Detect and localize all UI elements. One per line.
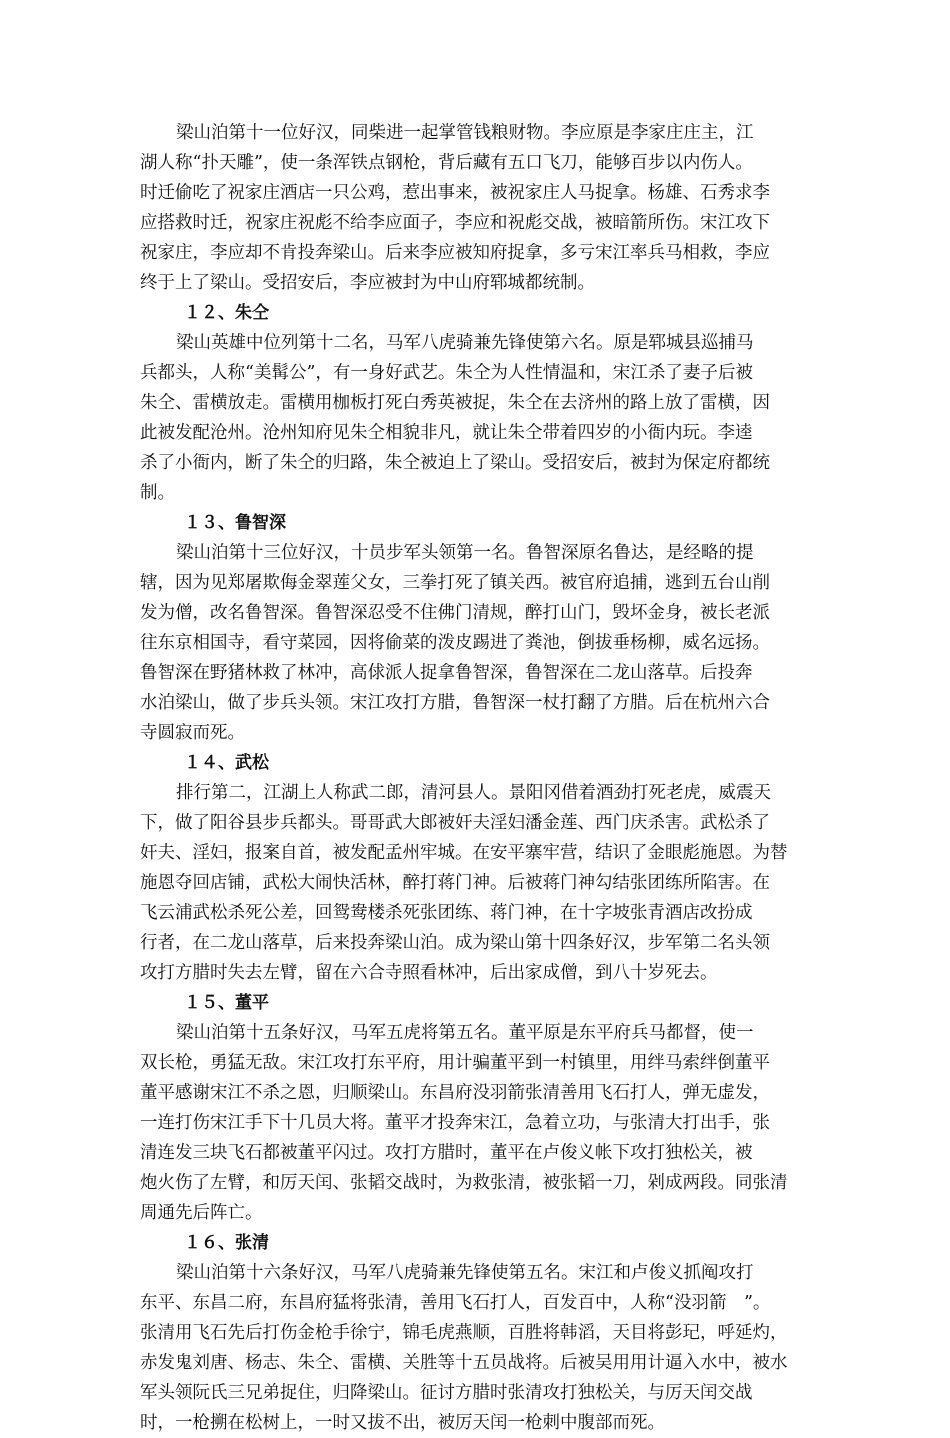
text-line: 时，一枪搠在松树上，一时又拔不出，被厉天闰一枪刺中腹部而死。 [140,1413,665,1433]
text-line: 周通先后阵亡。 [140,1203,263,1223]
section-heading: １４、武松 [184,753,269,773]
text-line: 炮火伤了左臂，和厉天闰、张韬交战时，为救张清，被张韬一刀，剁成两段。同张清 [140,1173,788,1193]
text-line: 祝家庄，李应却不肯投奔梁山。后来李应被知府捉拿，多亏宋江率兵马相救，李应 [140,243,770,263]
text-line: 董平感谢宋江不杀之恩，归顺梁山。东昌府没羽箭张清善用飞石打人，弹无虚发， [140,1083,770,1103]
text-line: 兵都头，人称“美髯公”，有一身好武艺。朱仝为人性情温和，宋江杀了妻子后被 [140,363,753,383]
text-line: 梁山英雄中位列第十二名，马军八虎骑兼先锋使第六名。原是郓城县巡捕马 [176,333,754,353]
text-line: 往东京相国寺，看守菜园，因将偷菜的泼皮踢进了粪池，倒拔垂杨柳，威名远扬。 [140,633,770,653]
document-body [140,118,812,1438]
text-line: 奸夫、淫妇，报案自首，被发配孟州牢城。在安平寨牢营，结识了金眼彪施恩。为替 [140,843,788,863]
section-zhang-qing [140,1228,812,1438]
text-line: 寺圆寂而死。 [140,723,245,743]
text-line: 梁山泊第十五条好汉，马军五虎将第五名。董平原是东平府兵马都督，使一 [176,1023,754,1043]
text-line: 制。 [140,483,175,503]
text-line: 发为僧，改名鲁智深。鲁智深忍受不住佛门清规，醉打山门，毁坏金身，被长老派 [140,603,770,623]
text-line: 行者，在二龙山落草，后来投奔梁山泊。成为梁山第十四条好汉，步军第二名头领 [140,933,770,953]
text-line: 此被发配沧州。沧州知府见朱仝相貌非凡，就让朱仝带着四岁的小衙内玩。李逵 [140,423,753,443]
section-dong-ping [140,988,812,1228]
section-zhu-tong [140,298,812,508]
text-line: 军头领阮氏三兄弟捉住，归降梁山。征讨方腊时张清攻打独松关，与厉天闰交战 [140,1383,753,1403]
text-line: 清连发三块飞石都被董平闪过。攻打方腊时，董平在卢俊义帐下攻打独松关，被 [140,1143,753,1163]
text-line: 鲁智深在野猪林救了林冲，高俅派人捉拿鲁智深，鲁智深在二龙山落草。后投奔 [140,663,753,683]
text-line: 水泊梁山，做了步兵头领。宋江攻打方腊，鲁智深一杖打翻了方腊。后在杭州六合 [140,693,770,713]
text-line: 梁山泊第十六条好汉，马军八虎骑兼先锋使第五名。宋江和卢俊义抓阄攻打 [176,1263,754,1283]
text-line: 双长枪，勇猛无敌。宋江攻打东平府，用计骗董平到一村镇里，用绊马索绊倒董平 [140,1053,770,1073]
section-lu-zhishen [140,508,812,748]
section-heading: １３、鲁智深 [184,513,286,533]
text-line: 梁山泊第十三位好汉，十员步军头领第一名。鲁智深原名鲁达，是经略的提 [176,543,754,563]
text-line: 一连打伤宋江手下十几员大将。董平才投奔宋江，急着立功，与张清大打出手，张 [140,1113,770,1133]
text-line: 朱仝、雷横放走。雷横用枷板打死白秀英被捉，朱仝在去济州的路上放了雷横，因 [140,393,770,413]
text-line: 施恩夺回店铺，武松大闹快活林，醉打蒋门神。后被蒋门神勾结张团练所陷害。在 [140,873,770,893]
text-line: 飞云浦武松杀死公差，回鸳鸯楼杀死张团练、蒋门神，在十字坡张青酒店改扮成 [140,903,753,923]
text-line: 张清用飞石先后打伤金枪手徐宁，锦毛虎燕顺，百胜将韩滔，天目将彭玘，呼延灼， [140,1323,788,1343]
text-line: 应搭救时迁，祝家庄祝彪不给李应面子，李应和祝彪交战，被暗箭所伤。宋江攻下 [140,213,770,233]
text-line: 排行第二，江湖上人称武二郎，清河县人。景阳冈借着酒劲打死老虎，威震天 [176,783,771,803]
text-line: 时迁偷吃了祝家庄酒店一只公鸡，惹出事来，被祝家庄人马捉拿。杨雄、石秀求李 [140,183,770,203]
text-line: 杀了小衙内，断了朱仝的归路，朱仝被迫上了梁山。受招安后，被封为保定府都统 [140,453,770,473]
text-line: 终于上了梁山。受招安后，李应被封为中山府郓城都统制。 [140,273,595,293]
section-heading: １２、朱仝 [184,303,269,323]
text-line: 东平、东昌二府，东昌府猛将张清，善用飞石打人，百发百中，人称“没羽箭 ”。 [140,1293,771,1313]
section-heading: １６、张清 [184,1233,269,1253]
text-line: 下，做了阳谷县步兵都头。哥哥武大郎被奸夫淫妇潘金莲、西门庆杀害。武松杀了 [140,813,770,833]
text-line: 辖，因为见郑屠欺侮金翠莲父女，三拳打死了镇关西。被官府追捕，逃到五台山削 [140,573,770,593]
text-line: 湖人称“扑天雕”，使一条浑铁点钢枪，背后藏有五口飞刀，能够百步以内伤人。 [140,153,753,173]
text-line: 攻打方腊时失去左臂，留在六合寺照看林冲，后出家成僧，到八十岁死去。 [140,963,718,983]
text-line: 赤发鬼刘唐、杨志、朱仝、雷横、关胜等十五员战将。后被吴用用计逼入水中，被水 [140,1353,788,1373]
section-wu-song [140,748,812,988]
text-line: 梁山泊第十一位好汉，同柴进一起掌管钱粮财物。李应原是李家庄庄主，江 [176,123,754,143]
intro-paragraph [140,118,812,298]
section-heading: １５、董平 [184,993,269,1013]
